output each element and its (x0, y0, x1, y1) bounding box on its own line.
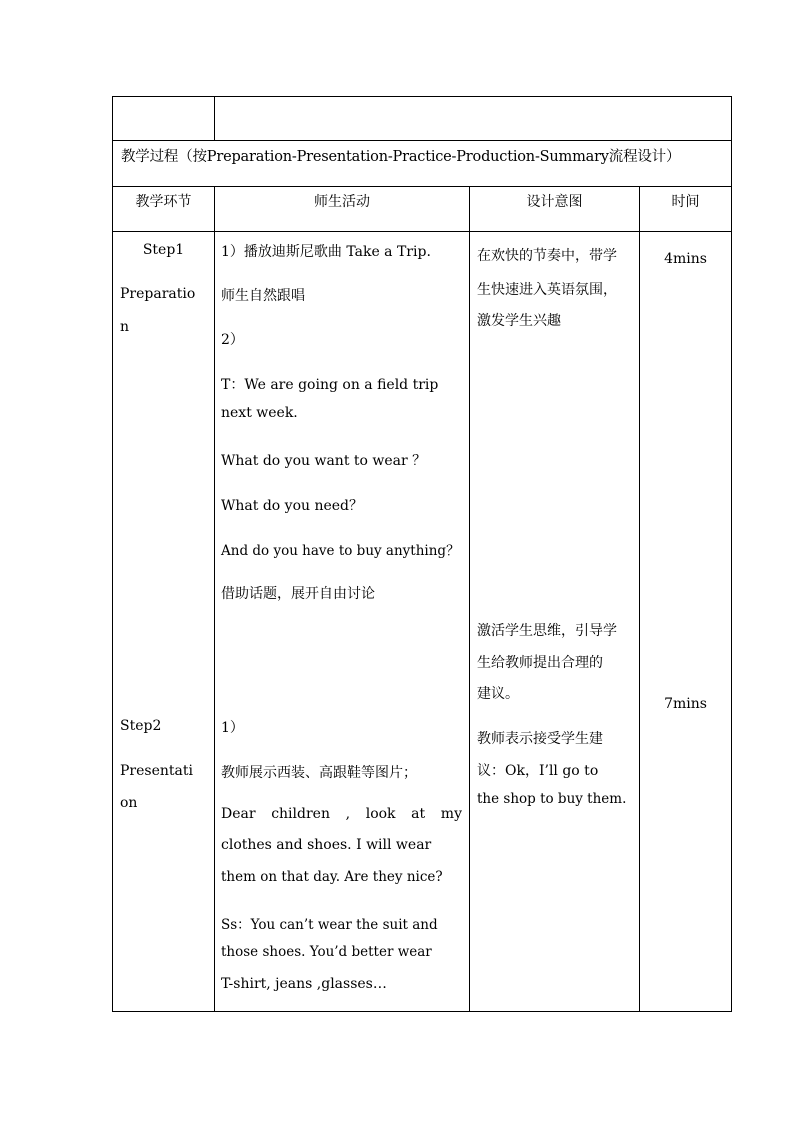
activity-line: 2） (221, 332, 244, 348)
activity-line: What do you need？ (221, 498, 364, 514)
activity-line: next week. (221, 405, 298, 421)
table-border-right (731, 96, 732, 1012)
activity-line: 借助话题，展开自由讨论 (221, 586, 375, 602)
stage-step1-label-cont: n (120, 319, 130, 335)
activity-line: And do you have to buy anything？ (221, 543, 460, 559)
intent-line: 生快速进入英语氛围， (477, 282, 617, 298)
table-col-line (214, 186, 215, 1012)
section-title: 教学过程（按Preparation-Presentation-Practice-Production-Summary流程设计） (121, 149, 681, 165)
activity-line: 1） (221, 720, 244, 736)
activity-line: 师生自然跟唱 (221, 288, 305, 304)
intent-line: 在欢快的节奏中，带学 (477, 248, 617, 264)
stage-step1-label: Preparatio (120, 286, 196, 302)
activity-line: Dear children , look at my (221, 806, 462, 822)
intent-line: 生给教师提出合理的 (477, 655, 603, 671)
intent-line: 议：Ok，I’ll go to (477, 763, 599, 779)
activity-line: T-shirt, jeans ,glasses… (221, 976, 387, 992)
activity-line: Ss：You can’t wear the suit and (221, 917, 438, 933)
stage-step2-name: Step2 (120, 718, 162, 734)
header-stage: 教学环节 (135, 194, 192, 210)
activity-line: What do you want to wear ？ (221, 453, 427, 469)
activity-line: 1）播放迪斯尼歌曲 Take a Trip. (221, 244, 431, 260)
activity-line: them on that day. Are they nice? (221, 869, 443, 885)
time-step1: 4mins (664, 251, 707, 267)
table-col-line (469, 186, 470, 1012)
activity-line: those shoes. You’d better wear (221, 944, 432, 960)
stage-step2-label: Presentati (120, 763, 193, 779)
table-col-line (639, 186, 640, 1012)
activity-line: T：We are going on a field trip (221, 377, 439, 393)
table-border-left (112, 96, 113, 1012)
time-step2: 7mins (664, 696, 707, 712)
header-time: 时间 (671, 194, 700, 210)
intent-line: 激活学生思维，引导学 (477, 623, 617, 639)
intent-line: 教师表示接受学生建 (477, 731, 603, 747)
header-intent: 设计意图 (526, 194, 583, 210)
activity-line: clothes and shoes. I will wear (221, 837, 432, 853)
intent-line: the shop to buy them. (477, 791, 627, 807)
table-row-line (112, 140, 732, 141)
stage-step2-label-cont: on (120, 795, 138, 811)
table-border-top (112, 96, 732, 97)
stage-step1-name: Step1 (142, 242, 185, 258)
table-col-line (214, 96, 215, 141)
activity-line: 教师展示西装、高跟鞋等图片； (221, 765, 417, 781)
header-activity: 师生活动 (314, 194, 370, 210)
intent-line: 建议。 (477, 686, 519, 702)
intent-line: 激发学生兴趣 (477, 313, 561, 329)
